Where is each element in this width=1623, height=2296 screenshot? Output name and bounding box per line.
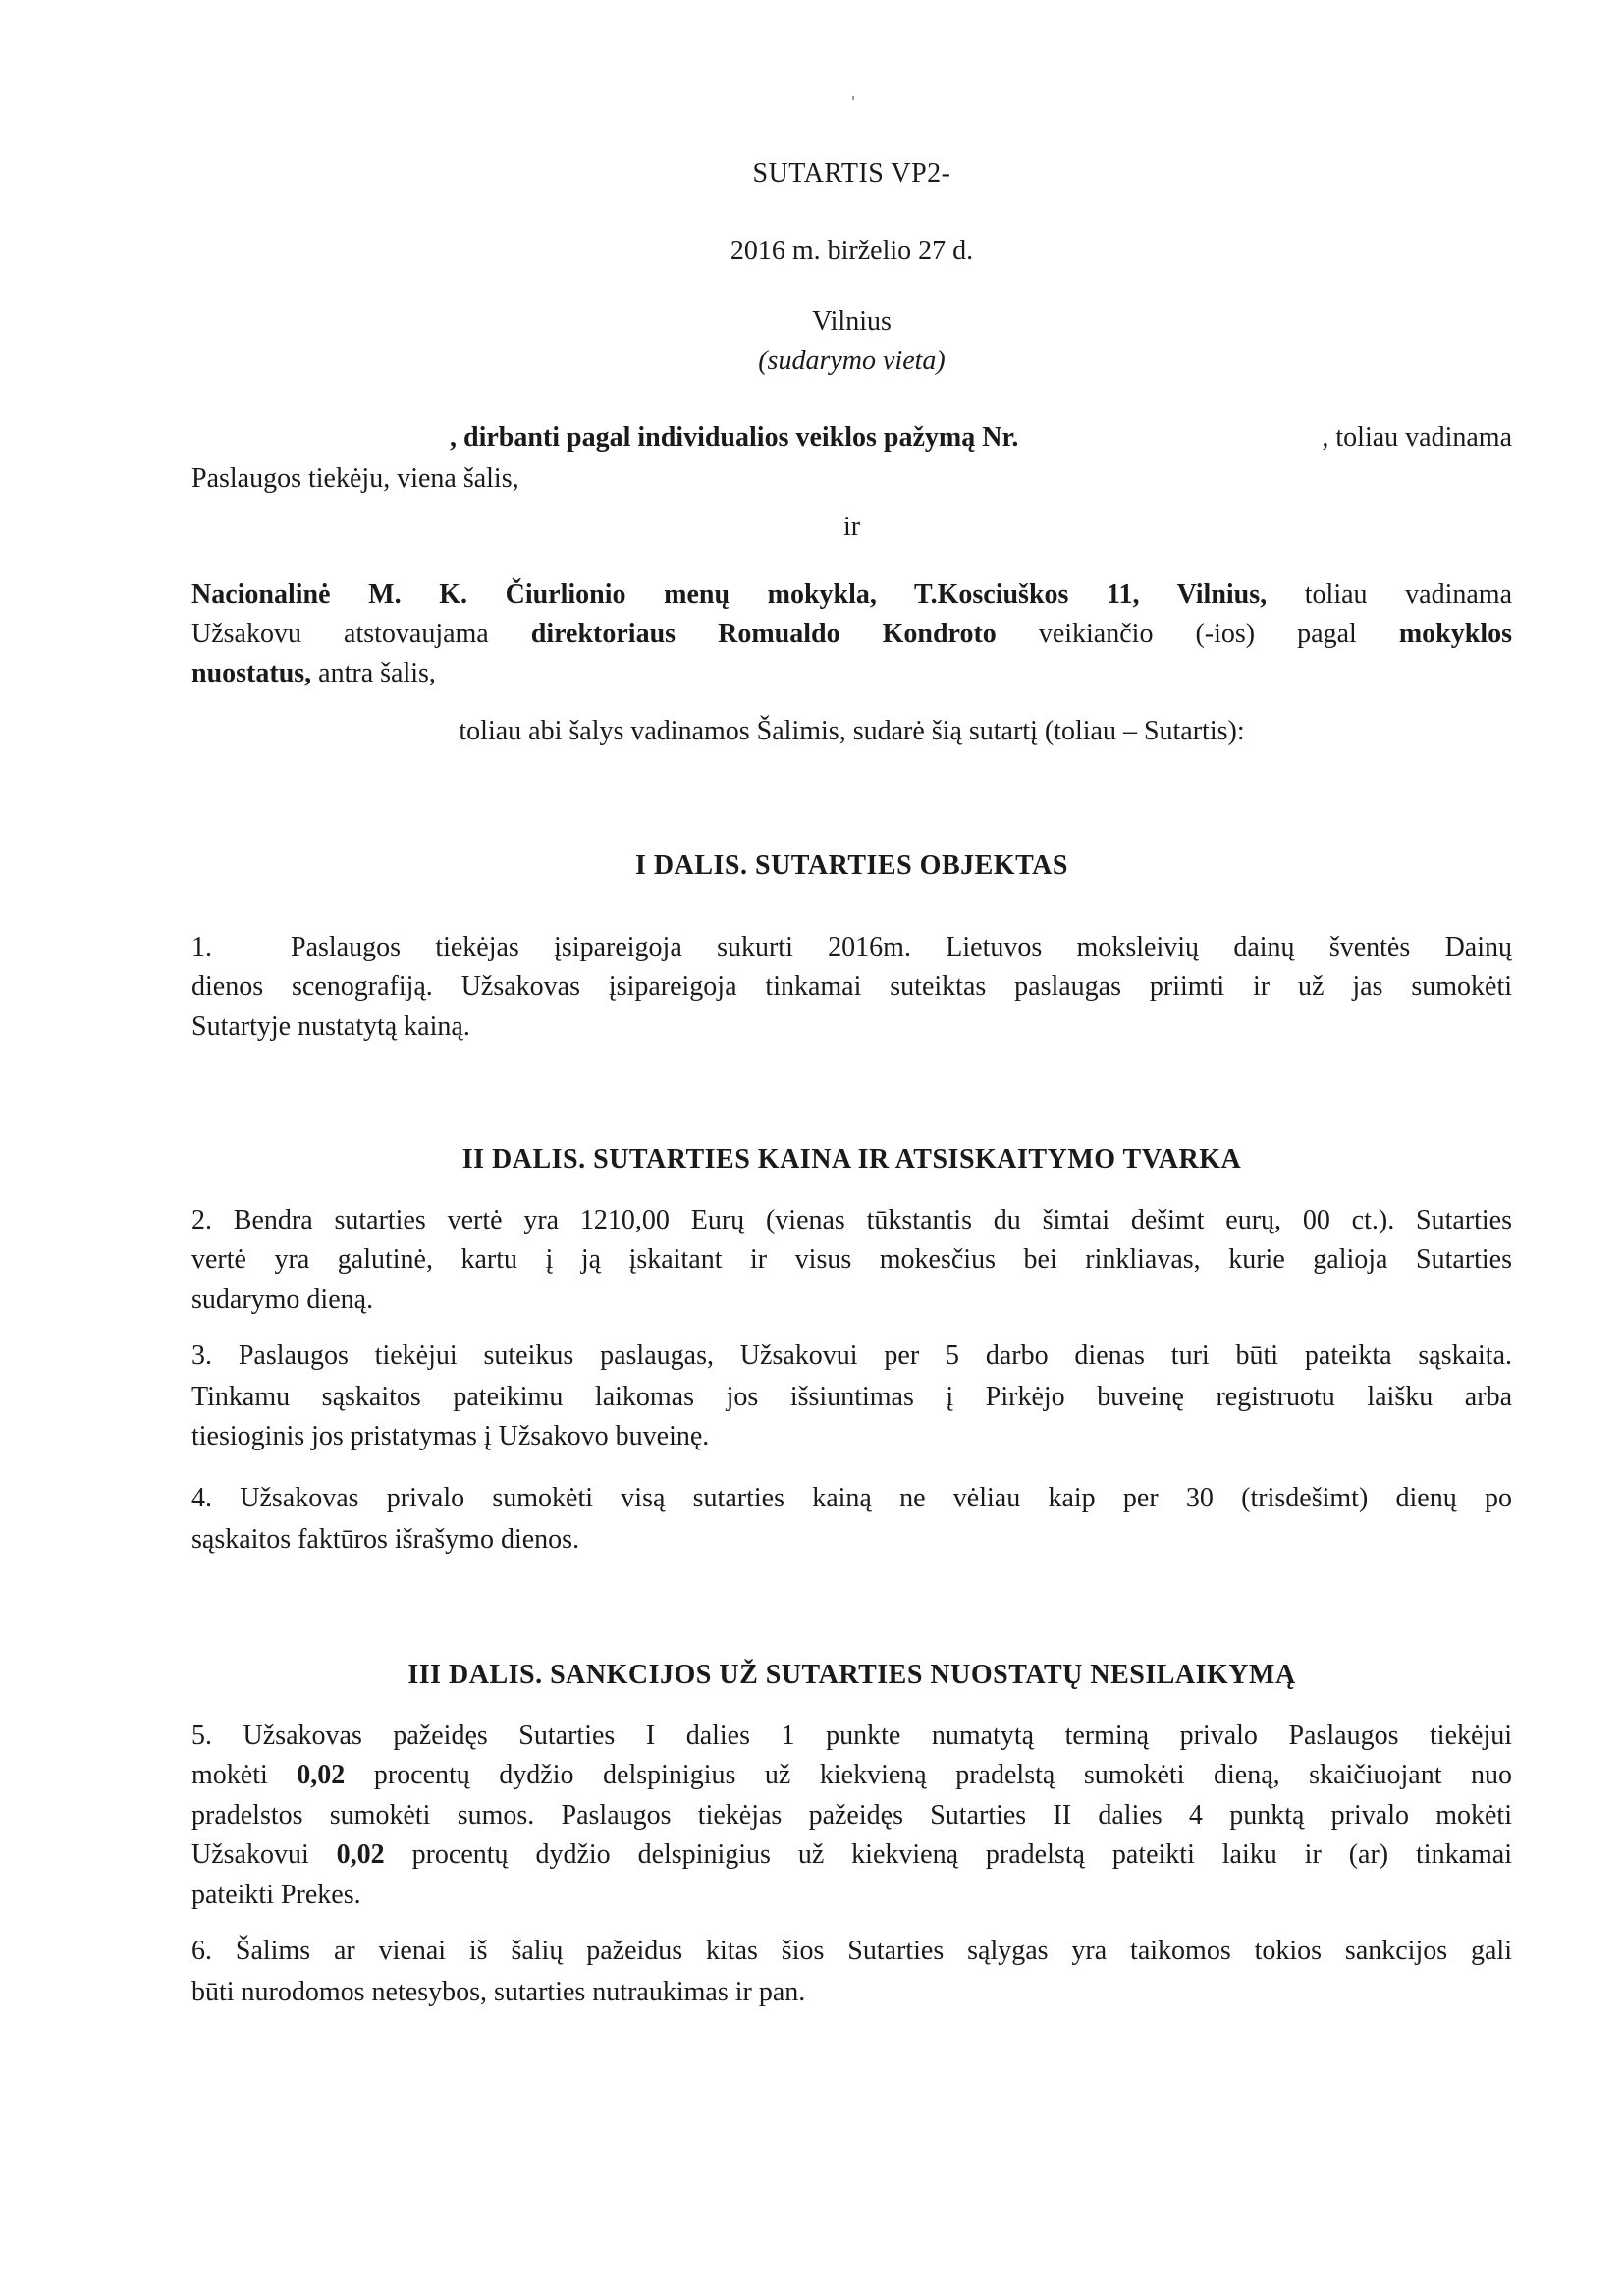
text: Paslaugos tiekėjas įsipareigoja sukurti 2016m. Lietuvos moksleivių dainų šventės Dainų bbox=[291, 932, 1512, 962]
text: toliau vadinama bbox=[1267, 579, 1512, 610]
text: procentų dydžio delspinigius už kiekvieną pradelstą pateikti laiku ir (ar) tinkamai bbox=[384, 1839, 1512, 1870]
paragraph-5-line bbox=[191, 1838, 1512, 1872]
scan-speck bbox=[852, 96, 854, 100]
paragraph-1-line: dienos scenografiją. Užsakovas įsipareigoja tinkamai suteiktas paslaugas priimti ir už jas sumokėti bbox=[191, 971, 1512, 1002]
customer-line-1 bbox=[191, 578, 1512, 612]
paragraph-1-line bbox=[191, 931, 1512, 964]
paragraph-6-line: būti nurodomos netesybos, sutarties nutraukimas ir pan. bbox=[191, 1977, 806, 2007]
document-title: SUTARTIS VP2- bbox=[752, 158, 951, 189]
paragraph-2-line: 2. Bendra sutarties vertė yra 1210,00 Eurų (vienas tūkstantis du šimtai dešimt eurų, 00 ct.). Sutarties bbox=[191, 1205, 1512, 1235]
penalty-rate: 0,02 bbox=[336, 1839, 385, 1870]
paragraph-5-line: 5. Užsakovas pažeidęs Sutarties I dalies 1 punkte numatytą terminą privalo Paslaugos tiekėjui bbox=[191, 1721, 1512, 1751]
supplier-certificate-text: , dirbanti pagal individualios veiklos pažymą Nr. bbox=[450, 422, 1019, 453]
paragraph-1-line: Sutartyje nustatytą kainą. bbox=[191, 1011, 470, 1042]
customer-line-3 bbox=[191, 657, 1512, 690]
text: Užsakovu atstovaujama bbox=[191, 619, 531, 649]
text: mokyklos bbox=[1398, 619, 1512, 649]
paragraph-3-line: Tinkamu sąskaitos pateikimu laikomas jos išsiuntimas į Pirkėjo buveinę registruotu laišku arba bbox=[191, 1382, 1512, 1412]
section-1-title: I DALIS. SUTARTIES OBJEKTAS bbox=[635, 850, 1068, 881]
paragraph-4-line: 4. Užsakovas privalo sumokėti visą sutarties kainą ne vėliau kaip per 30 (trisdešimt) dienų po bbox=[191, 1483, 1512, 1513]
paragraph-3-line: tiesioginis jos pristatymas į Užsakovo buveinę. bbox=[191, 1421, 710, 1451]
text: nuostatus, bbox=[191, 658, 312, 688]
paragraph-3-line: 3. Paslaugos tiekėjui suteikus paslaugas, Užsakovui per 5 darbo dienas turi būti pateikta sąskaita. bbox=[191, 1340, 1512, 1371]
paragraph-2-line: sudarymo dieną. bbox=[191, 1285, 374, 1315]
contract-date: 2016 m. birželio 27 d. bbox=[730, 236, 974, 266]
text: mokėti bbox=[191, 1760, 298, 1790]
contract-place: Vilnius bbox=[812, 306, 892, 337]
director-name: direktoriaus Romualdo Kondroto bbox=[530, 619, 997, 649]
text: veikiančio (-ios) pagal bbox=[996, 619, 1399, 649]
paragraph-2-line: vertė yra galutinė, kartu į ją įskaitant ir visus mokesčius bei rinkliavas, kurie galioja Sutarties bbox=[191, 1244, 1512, 1275]
text: Užsakovui bbox=[191, 1839, 337, 1870]
place-caption: (sudarymo vieta) bbox=[758, 346, 946, 376]
item-number: 1. bbox=[191, 932, 212, 962]
section-3-title: III DALIS. SANKCIJOS UŽ SUTARTIES NUOSTATŲ NESILAIKYMĄ bbox=[407, 1660, 1296, 1690]
paragraph-5-line bbox=[191, 1759, 1512, 1792]
supplier-designation: , toliau vadinama bbox=[1322, 422, 1512, 453]
section-2-title: II DALIS. SUTARTIES KAINA IR ATSISKAITYMO TVARKA bbox=[461, 1144, 1242, 1175]
paragraph-6-line: 6. Šalims ar vienai iš šalių pažeidus kitas šios Sutarties sąlygas yra taikomos tokios sankcijos gali bbox=[191, 1936, 1512, 1966]
paragraph-5-line: pradelstos sumokėti sumos. Paslaugos tiekėjas pažeidęs Sutarties II dalies 4 punktą privalo mokėti bbox=[191, 1800, 1512, 1831]
penalty-rate: 0,02 bbox=[297, 1760, 346, 1790]
parties-statement: toliau abi šalys vadinamos Šalimis, sudarė šią sutartį (toliau – Sutartis): bbox=[459, 716, 1245, 746]
customer-name: Nacionalinė M. K. Čiurlionio menų mokykla, T.Kosciuškos 11, Vilnius, bbox=[191, 579, 1268, 610]
text: antra šalis, bbox=[311, 658, 436, 688]
paragraph-5-line: pateikti Prekes. bbox=[191, 1880, 361, 1910]
customer-line-2 bbox=[191, 618, 1512, 651]
supplier-line-2: Paslaugos tiekėju, viena šalis, bbox=[191, 464, 519, 494]
text: procentų dydžio delspinigius už kiekvieną pradelstą sumokėti dieną, skaičiuojant nuo bbox=[345, 1760, 1512, 1790]
paragraph-4-line: sąskaitos faktūros išrašymo dienos. bbox=[191, 1524, 580, 1555]
and-conjunction: ir bbox=[842, 512, 861, 542]
